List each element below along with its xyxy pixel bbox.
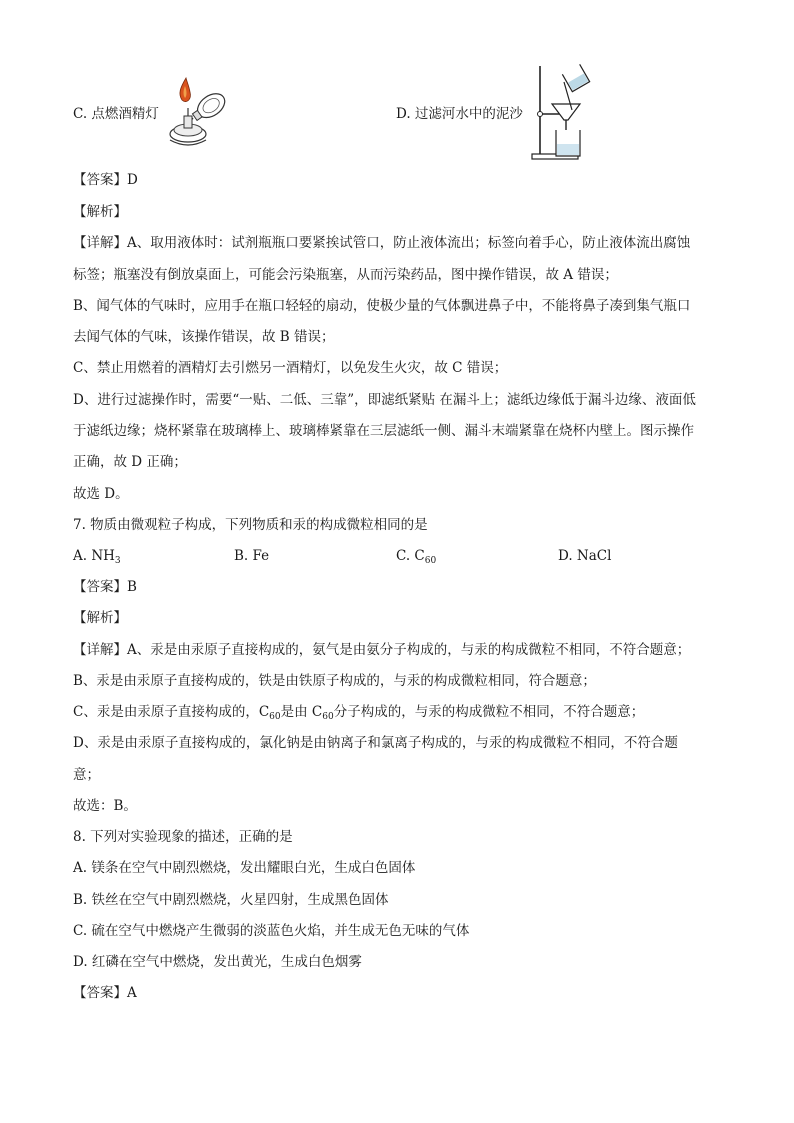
q6-detail-line: D、进行过滤操作时，需要“一贴、二低、三靠”，即滤纸紧贴 在漏斗上；滤纸边缘低于漏斗边缘、液面低 <box>73 392 696 408</box>
q7-answer: 【答案】B <box>73 579 137 595</box>
q7-option-d: D. NaCl <box>558 548 612 564</box>
q6-detail-line: B、闻气体的气味时，应用手在瓶口轻轻的扇动，使极少量的气体飘进鼻子中，不能将鼻子凑到集气瓶口 <box>73 298 691 314</box>
q7-option-a-subscript: 3 <box>114 556 121 566</box>
q6-option-d: D. 过滤河水中的泥沙 <box>396 106 523 122</box>
q6-option-c: C. 点燃酒精灯 <box>73 106 159 122</box>
q6-detail-line: 去闻气体的气味，该操作错误，故 B 错误； <box>73 329 335 345</box>
q6-conclusion: 故选 D。 <box>73 486 129 502</box>
q7-stem: 7. 物质由微观粒子构成，下列物质和汞的构成微粒相同的是 <box>73 517 428 533</box>
q8-option-d: D. 红磷在空气中燃烧，发出黄光，生成白色烟雾 <box>73 954 362 970</box>
q7-option-a <box>73 546 121 571</box>
q8-option-b: B. 铁丝在空气中剧烈燃烧，火星四射，生成黑色固体 <box>73 892 389 908</box>
q7-detail-a: 【详解】A、汞是由汞原子直接构成的，氨气是由氨分子构成的，与汞的构成微粒不相同，不符合题意； <box>73 642 691 658</box>
q6-analysis-title: 【解析】 <box>73 204 127 220</box>
q6-detail-line: C、禁止用燃着的酒精灯去引燃另一酒精灯，以免发生火灾，故 C 错误； <box>73 360 508 376</box>
filtration-apparatus-illustration <box>528 64 598 162</box>
q7-detail-c-subscript1: 60 <box>269 712 281 722</box>
q7-detail-b: B、汞是由汞原子直接构成的，铁是由铁原子构成的，与汞的构成微粒相同，符合题意； <box>73 673 596 689</box>
q6-detail-line: 【详解】A、取用液体时：试剂瓶瓶口要紧挨试管口，防止液体流出；标签向着手心，防止液体流出腐蚀 <box>73 235 691 251</box>
q7-option-b: B. Fe <box>234 548 270 564</box>
q6-detail-line: 正确，故 D 正确； <box>73 454 187 470</box>
q8-answer: 【答案】A <box>73 985 137 1001</box>
q7-detail-c-part3: 分子构成的，与汞的构成微粒不相同，不符合题意； <box>333 704 645 720</box>
q7-option-c <box>396 546 436 571</box>
q7-detail-d: D、汞是由汞原子直接构成的，氯化钠是由钠离子和氯离子构成的，与汞的构成微粒不相同，不符合题 <box>73 735 678 751</box>
alcohol-lamp-lighting-illustration <box>160 74 240 154</box>
q8-option-a: A. 镁条在空气中剧烈燃烧，发出耀眼白光，生成白色固体 <box>73 860 416 876</box>
q7-option-c-subscript: 60 <box>424 556 437 566</box>
q8-stem: 8. 下列对实验现象的描述，正确的是 <box>73 829 293 845</box>
q7-analysis-title: 【解析】 <box>73 610 127 626</box>
q7-detail-c <box>73 702 644 727</box>
q6-detail-line: 于滤纸边缘；烧杯紧靠在玻璃棒上、玻璃棒紧靠在三层滤纸一侧、漏斗末端紧靠在烧杯内壁上。图示操作 <box>73 423 694 439</box>
q6-detail-line: 标签；瓶塞没有倒放桌面上，可能会污染瓶塞，从而污染药品，图中操作错误，故 A 错误； <box>73 267 618 283</box>
q7-conclusion: 故选：B。 <box>73 798 137 814</box>
q7-detail-c-subscript2: 60 <box>322 712 334 722</box>
q7-detail-d-cont: 意； <box>73 767 100 783</box>
q7-detail-c-part1: C、汞是由汞原子直接构成的，C <box>73 704 270 720</box>
q8-option-c: C. 硫在空气中燃烧产生微弱的淡蓝色火焰，并生成无色无味的气体 <box>73 923 470 939</box>
q7-option-c-text: C. C <box>396 548 425 564</box>
q7-option-a-text: A. NH <box>73 548 115 564</box>
q7-detail-c-part2: 是由 C <box>280 704 323 720</box>
q6-answer: 【答案】D <box>73 172 138 188</box>
